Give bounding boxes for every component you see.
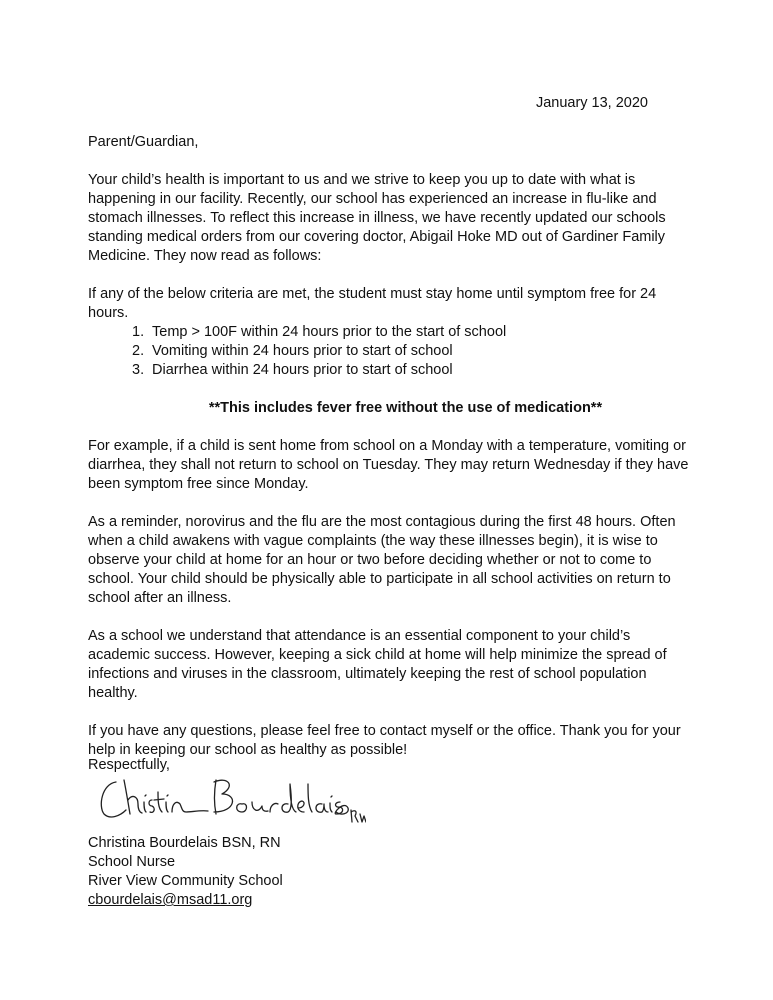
example-paragraph: For example, if a child is sent home from school on a Monday with a temperature, vomiting or diarrhea, they shall not return to school on Tuesday. They may return Wednesday if they have been symptom free since Monday. — [88, 438, 689, 492]
criteria-intro-paragraph: If any of the below criteria are met, the student must stay home until symptom free for 24 hours. — [88, 286, 657, 321]
salutation: Parent/Guardian, — [88, 134, 199, 150]
list-item-text: Vomiting within 24 hours prior to start of school — [152, 343, 453, 359]
signer-title: School Nurse — [88, 854, 176, 870]
letter-date: January 13, 2020 — [535, 95, 648, 111]
list-item-number: 3. — [132, 362, 145, 378]
signer-school: River View Community School — [88, 873, 283, 889]
signer-email-link[interactable]: cbourdelais@msad11.org — [88, 892, 253, 908]
medication-note: **This includes fever free without the use of medication** — [208, 400, 603, 416]
list-item-number: 1. — [132, 324, 145, 340]
intro-paragraph: Your child’s health is important to us and we strive to keep you up to date with what is happening in our facility. Recently, our school has experienced an increase in flu-like and stomach illnesses. To reflect this increase in illness, we have recently updated our schools standing medical orders from our covering doctor, Abigail Hoke MD out of Gardiner Family Medicine. They now read as follows: — [88, 172, 666, 264]
handwritten-signature — [96, 770, 366, 830]
list-item-text: Temp > 100F within 24 hours prior to the start of school — [152, 324, 507, 340]
questions-paragraph: If you have any questions, please feel free to contact myself or the office. Thank you for your help in keeping our school as healthy as possible! — [88, 723, 681, 758]
attendance-paragraph: As a school we understand that attendance is an essential component to your child’s academic success. However, keeping a sick child at home will help minimize the spread of infections and viruses in the classroom, ultimately keeping the rest of school population healthy. — [88, 628, 667, 701]
reminder-paragraph: As a reminder, norovirus and the flu are the most contagious during the first 48 hours. Often when a child awakens with vague complaints (the way these illnesses begin), it is wise to observe your child at home for an hour or two before deciding whether or not to come to school. Your child should be physically able to participate in all school activities on return to school after an illness. — [88, 514, 676, 606]
criteria-list — [88, 323, 693, 380]
closing: Respectfully, — [88, 757, 170, 773]
signer-block — [88, 834, 283, 910]
letter-body — [88, 133, 693, 760]
list-item-number: 2. — [132, 343, 145, 359]
list-item — [88, 323, 693, 342]
list-item — [88, 361, 693, 380]
list-item-text: Diarrhea within 24 hours prior to start of school — [152, 362, 453, 378]
list-item — [88, 342, 693, 361]
signer-name: Christina Bourdelais BSN, RN — [88, 835, 281, 851]
